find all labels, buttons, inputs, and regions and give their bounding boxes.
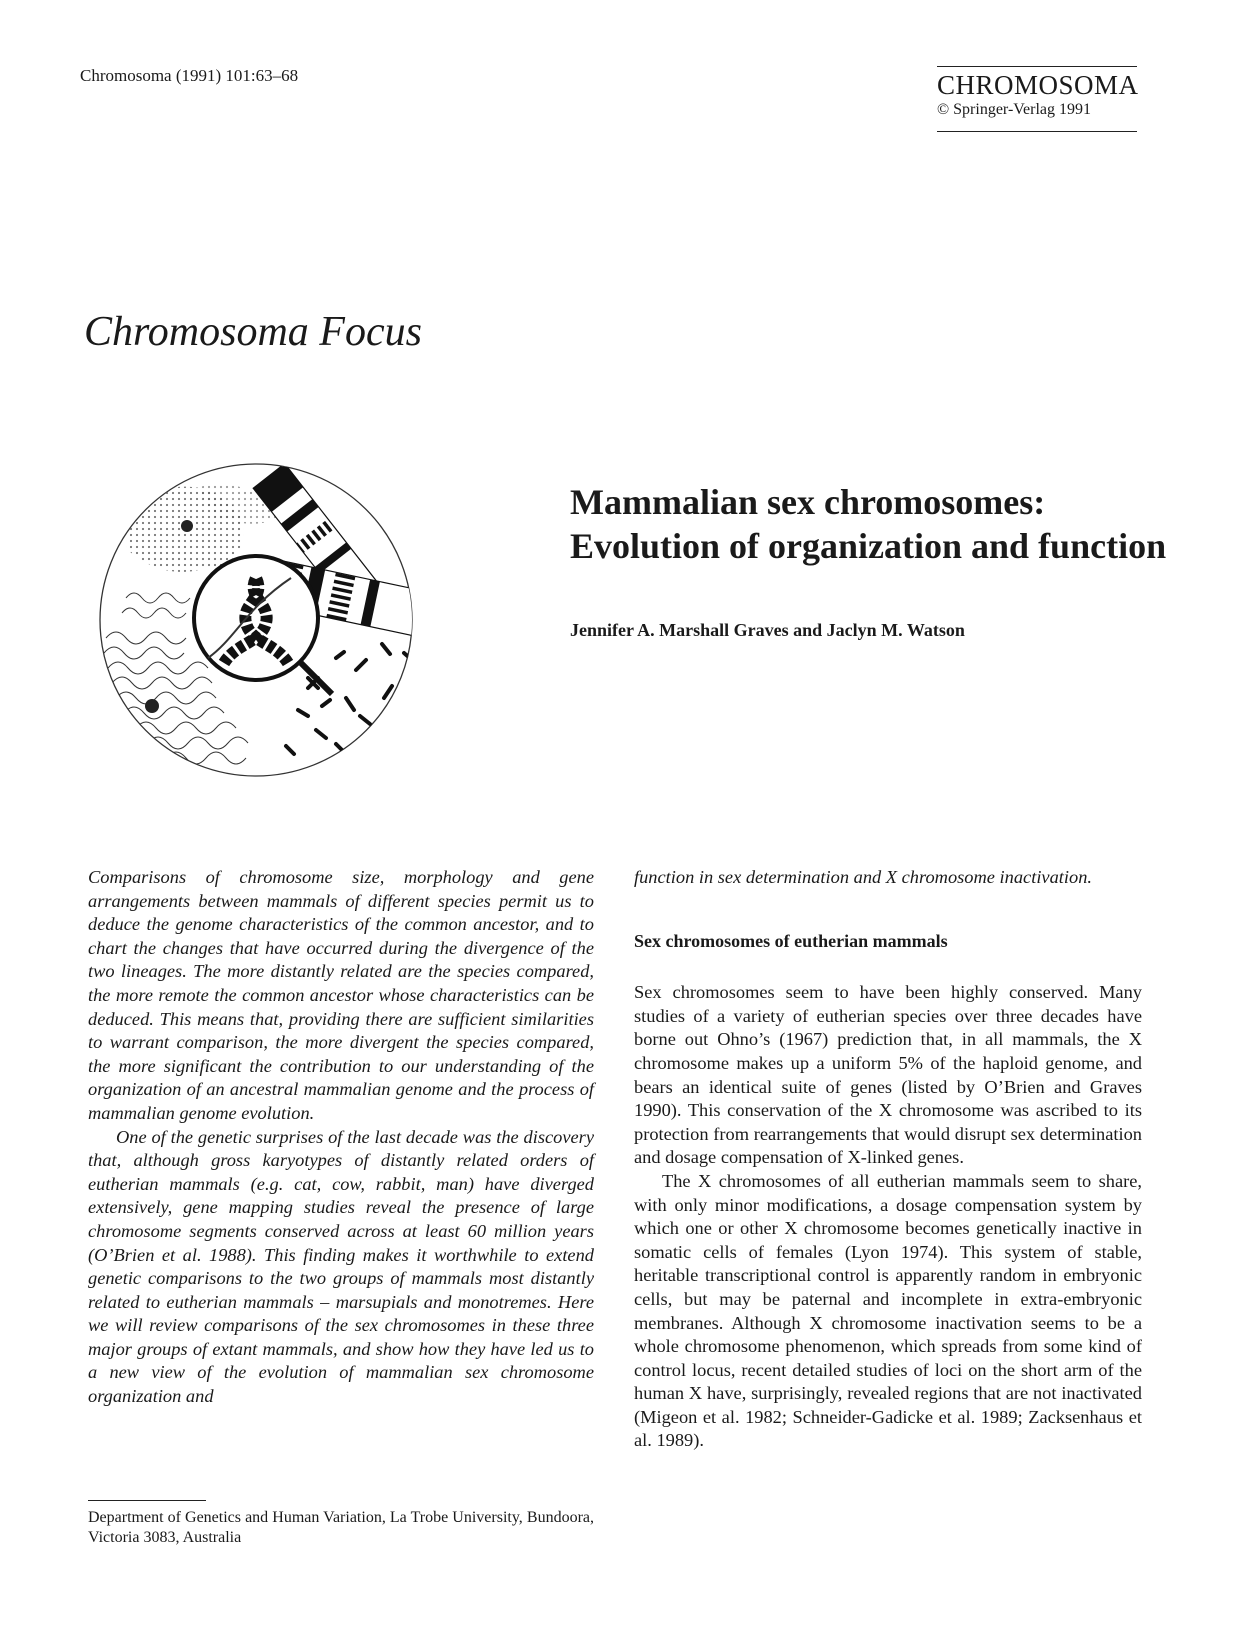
journal-masthead bbox=[937, 66, 1137, 132]
affiliation-footnote: Department of Genetics and Human Variation, La Trobe University, Bundoora, Victoria 3083, Australia bbox=[88, 1509, 594, 1546]
abstract-column bbox=[88, 866, 594, 1409]
section-label: Chromosoma Focus bbox=[84, 309, 422, 355]
article-title-line-2: Evolution of organization and function bbox=[570, 526, 1167, 566]
body-paragraph-2: The X chromosomes of all eutherian mammals seem to share, with only minor modifications, a dosage compensation system by which one or other X chromosome becomes genetically inactive in somatic cells of females (Lyon 1974). This system of stable, heritable transcriptional control is apparently random in embryonic cells, but may be paternal and incomplete in extra-embryonic membranes. Although X chromosome inactivation seems to be a whole chromosome phenomenon, which spreads from some kind of control locus, recent detailed studies of loci on the short arm of the human X have, surprisingly, revealed regions that are not inactivated (Migeon et al. 1982; Schneider-Gadicke et al. 1989; Zacksenhaus et al. 1989). bbox=[634, 1170, 1142, 1451]
body-paragraph-1: Sex chromosomes seem to have been highly conserved. Many studies of a variety of eutherian species over three decades have borne out Ohno’s (1967) prediction that, in all mammals, the X chromosome makes up a uniform 5% of the haploid genome, and bears an identical suite of genes (listed by O’Brien and Graves 1990). This conservation of the X chromosome was ascribed to its protection from rearrangements that would disrupt sex determination and dosage compensation of X-linked genes. bbox=[634, 982, 1142, 1168]
copyright-line: © Springer-Verlag 1991 bbox=[937, 101, 1092, 118]
abstract-paragraph-1: Comparisons of chromosome size, morphology and gene arrangements between mammals of different species permit us to deduce the genome characteristics of the common ancestor, and to chart the changes that have occurred during the divergence of the two lineages. The more distantly related are the species compared, the more remote the common ancestor whose characteristics can be deduced. This means that, providing there are sufficient similarities to warrant comparison, the more divergent the species compared, the more significant the contribution to our understanding of the organization of an ancestral mammalian genome and the process of mammalian genome evolution. bbox=[88, 867, 594, 1123]
chromosome-illustration-drawing bbox=[86, 448, 426, 796]
abstract-paragraph-2: One of the genetic surprises of the last decade was the discovery that, although gross karyotypes of distantly related orders of eutherian mammals (e.g. cat, cow, rabbit, man) have diverged extensively, gene mapping studies reveal the presence of large chromosome segments conserved across at least 60 million years (O’Brien et al. 1988). This finding makes it worthwhile to extend genetic comparisons to the two groups of mammals most distantly related to eutherian mammals – marsupials and monotremes. Here we will review comparisons of the sex chromosomes in these three major groups of extant mammals, and show how they have led us to a new view of the evolution of mammalian sex chromosome organization and bbox=[88, 1126, 594, 1407]
footnote-rule bbox=[88, 1500, 206, 1501]
masthead-top-rule bbox=[937, 66, 1137, 67]
body-column bbox=[634, 866, 1142, 1453]
author-list: Jennifer A. Marshall Graves and Jaclyn M. Watson bbox=[570, 620, 965, 640]
section-heading: Sex chromosomes of eutherian mammals bbox=[634, 930, 948, 951]
chromosome-illustration bbox=[86, 448, 426, 796]
abstract-paragraph-3: function in sex determination and X chromosome inactivation. bbox=[634, 867, 1092, 887]
journal-name: CHROMOSOMA bbox=[937, 70, 1139, 100]
masthead-bottom-rule bbox=[937, 131, 1137, 132]
article-title-line-1: Mammalian sex chromosomes: bbox=[570, 482, 1046, 522]
article-title bbox=[570, 480, 1166, 568]
journal-citation: Chromosoma (1991) 101:63–68 bbox=[80, 66, 299, 85]
